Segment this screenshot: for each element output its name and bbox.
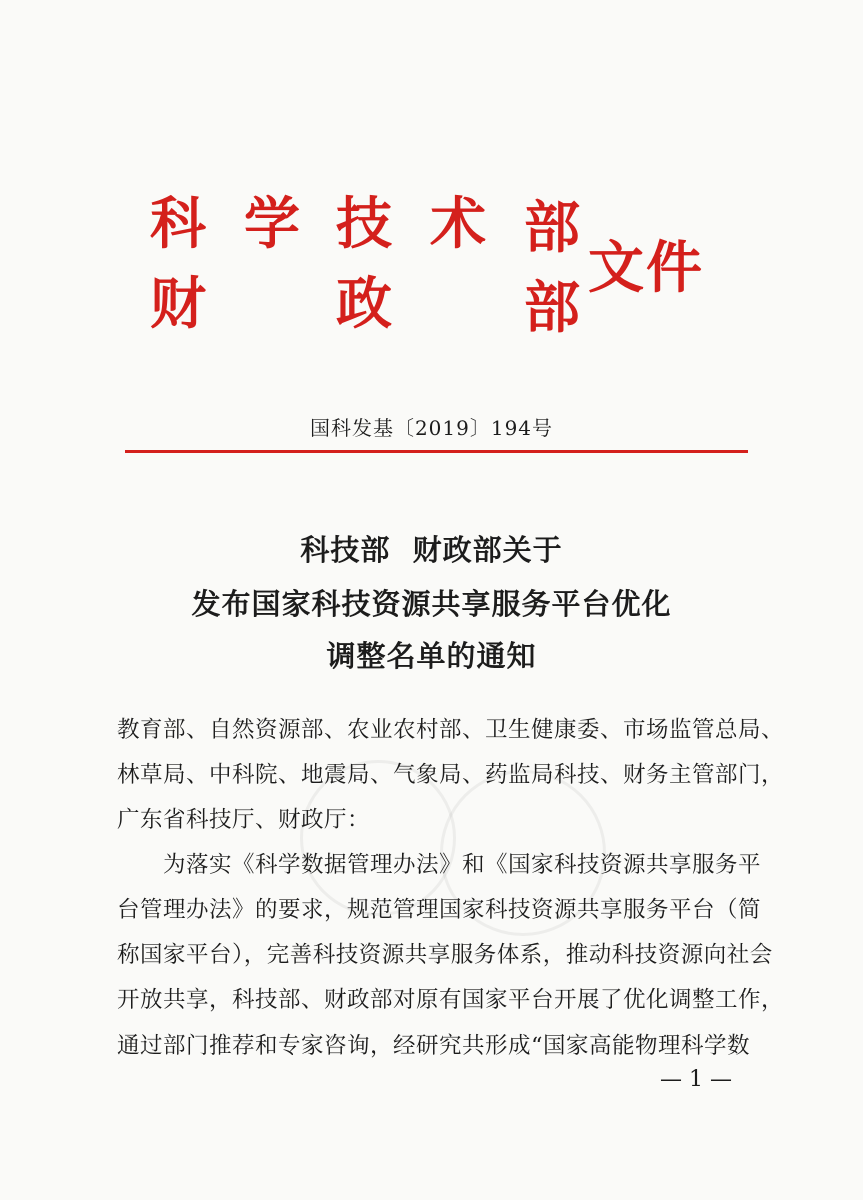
body-line-6: 称国家平台），完善科技资源共享服务体系，推动科技资源向社会	[117, 942, 773, 968]
header-row2-char-1: 财	[150, 271, 206, 337]
document-number: 国科发基〔2019〕194号	[309, 416, 554, 440]
title-line-3: 调整名单的通知	[326, 639, 537, 673]
body-line-7: 开放共享，科技部、财政部对原有国家平台开展了优化调整工作，	[117, 987, 785, 1013]
body-line-5: 台管理办法》的要求，规范管理国家科技资源共享服务平台（简	[117, 897, 762, 923]
header-row1-char-5: 部	[524, 195, 580, 261]
body-line-2: 林草局、中科院、地震局、气象局、药监局科技、财务主管部门，	[117, 762, 785, 788]
header-row2-char-2: 政	[336, 271, 392, 337]
body-line-4: 为落实《科学数据管理办法》和《国家科技资源共享服务平	[163, 852, 762, 878]
body-line-1: 教育部、自然资源部、农业农村部、卫生健康委、市场监管总局、	[117, 717, 785, 743]
page-number: — 1 —	[660, 1067, 732, 1092]
header-row1-char-1: 科	[150, 191, 206, 257]
red-separator-line	[125, 450, 748, 453]
title-line-1: 科技部 财政部关于	[300, 533, 563, 567]
body-line-8: 通过部门推荐和专家咨询，经研究共形成“国家高能物理科学数	[117, 1033, 751, 1059]
header-row1-char-2: 学	[244, 191, 300, 257]
title-line-2: 发布国家科技资源共享服务平台优化	[191, 587, 672, 621]
header-row1-char-4: 术	[430, 191, 486, 257]
header-wenjian: 文件	[588, 235, 704, 301]
issuer-header	[0, 0, 863, 360]
header-row2-char-3: 部	[524, 275, 580, 341]
header-row1-char-3: 技	[336, 191, 392, 257]
body-line-3: 广东省科技厅、财政厅：	[117, 807, 371, 833]
